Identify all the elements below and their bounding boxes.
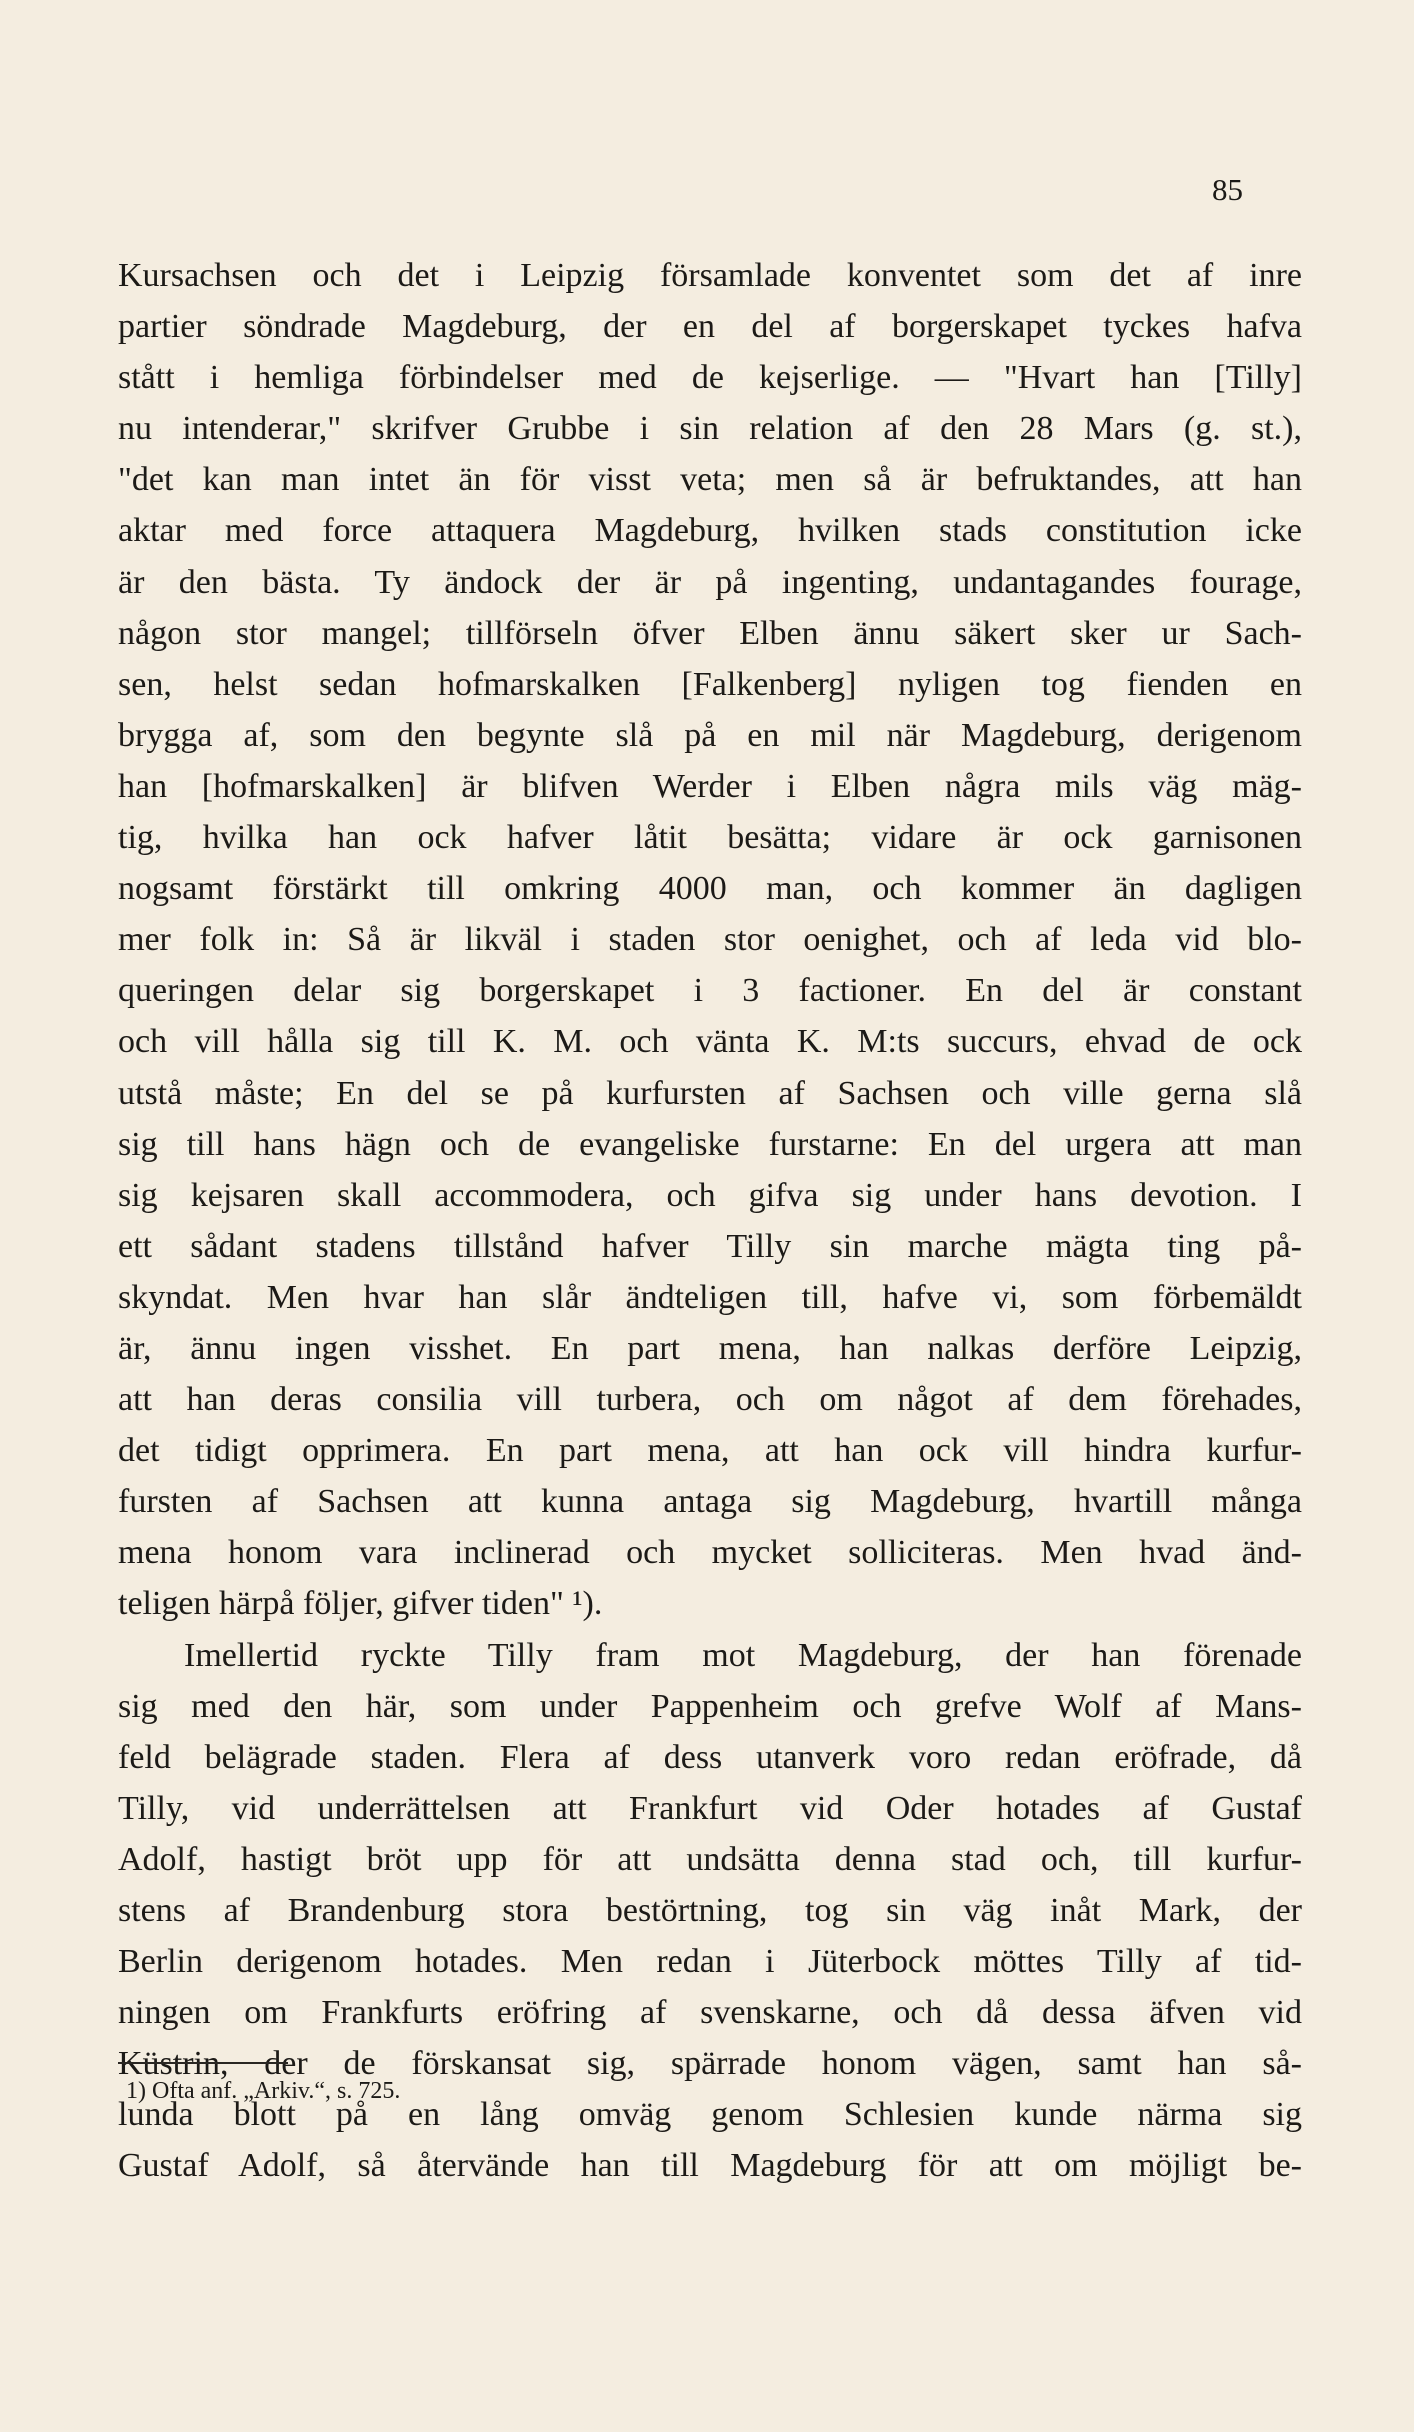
text-line: sen, helst sedan hofmarskalken [Falkenberg] nyligen tog fienden en — [118, 665, 1302, 703]
text-line: någon stor mangel; tillförseln öfver Elben ännu säkert sker ur Sach- — [118, 614, 1302, 652]
text-line: ett sådant stadens tillstånd hafver Tilly sin marche mägta ting på- — [118, 1227, 1302, 1265]
text-line: Gustaf Adolf, så återvände han till Magdeburg för att om möjligt be- — [118, 2147, 1302, 2185]
text-line: sig till hans hägn och de evangeliske furstarne: En del urgera att man — [118, 1125, 1302, 1163]
footnote: 1) Ofta anf. „Arkiv.“, s. 725. — [126, 2078, 401, 2104]
text-line: sig med den här, som under Pappenheim och grefve Wolf af Mans- — [118, 1687, 1302, 1725]
text-line: lunda blott på en lång omväg genom Schlesien kunde närma sig — [118, 2096, 1302, 2134]
text-line: mena honom vara inclinerad och mycket solliciteras. Men hvad änd- — [118, 1534, 1302, 1572]
text-line: och vill hålla sig till K. M. och vänta K. M:ts succurs, ehvad de ock — [118, 1023, 1302, 1061]
text-line: Kursachsen och det i Leipzig församlade konventet som det af inre — [118, 257, 1302, 294]
text-line: fursten af Sachsen att kunna antaga sig Magdeburg, hvartill många — [118, 1483, 1302, 1521]
text-line: Imellertid ryckte Tilly fram mot Magdeburg, der han förenade — [184, 1636, 1302, 1674]
text-line: skyndat. Men hvar han slår ändteligen till, hafve vi, som förbemäldt — [118, 1278, 1302, 1316]
text-line: det tidigt opprimera. En part mena, att han ock vill hindra kurfur- — [118, 1432, 1302, 1470]
text-line: Adolf, hastigt bröt upp för att undsätta denna stad och, till kurfur- — [118, 1840, 1302, 1878]
text-line: teligen härpå följer, gifver tiden" ¹). — [118, 1585, 603, 1623]
text-line: feld belägrade staden. Flera af dess utanverk voro redan eröfrade, då — [118, 1738, 1302, 1776]
text-line: sig kejsaren skall accommodera, och gifva sig under hans devotion. I — [118, 1176, 1302, 1214]
footnote-divider — [118, 2062, 288, 2064]
page-number: 85 — [1212, 172, 1243, 207]
text-line: tig, hvilka han ock hafver låtit besätta; vidare är ock garnisonen — [118, 819, 1302, 857]
text-line: stens af Brandenburg stora bestörtning, tog sin väg inåt Mark, der — [118, 1892, 1302, 1929]
text-line: Tilly, vid underrättelsen att Frankfurt vid Oder hotades af Gustaf — [118, 1789, 1302, 1827]
text-line: queringen delar sig borgerskapet i 3 factioner. En del är constant — [118, 972, 1302, 1010]
text-line: aktar med force attaquera Magdeburg, hvilken stads constitution icke — [118, 512, 1302, 550]
text-line: mer folk in: Så är likväl i staden stor oenighet, och af leda vid blo- — [118, 921, 1302, 959]
text-line: ningen om Frankfurts eröfring af svenskarne, och då dessa äfven vid — [118, 1994, 1302, 2032]
text-line: utstå måste; En del se på kurfursten af Sachsen och ville gerna slå — [118, 1074, 1302, 1112]
text-line: Berlin derigenom hotades. Men redan i Jüterbock möttes Tilly af tid- — [118, 1943, 1302, 1981]
text-line: är den bästa. Ty ändock der är på ingenting, undantagandes fourage, — [118, 563, 1302, 601]
text-line: han [hofmarskalken] är blifven Werder i Elben några mils väg mäg- — [118, 767, 1302, 805]
text-line: nu intenderar," skrifver Grubbe i sin relation af den 28 Mars (g. st.), — [118, 410, 1302, 448]
text-line: "det kan man intet än för visst veta; men så är befruktandes, att han — [118, 461, 1302, 499]
text-line: brygga af, som den begynte slå på en mil när Magdeburg, derigenom — [118, 716, 1302, 754]
text-line: är, ännu ingen visshet. En part mena, han nalkas derföre Leipzig, — [118, 1329, 1302, 1367]
text-line: partier söndrade Magdeburg, der en del af borgerskapet tyckes hafva — [118, 308, 1302, 346]
body-text — [118, 250, 1302, 2192]
text-line: nogsamt förstärkt till omkring 4000 man, och kommer än dagligen — [118, 870, 1302, 908]
text-line: att han deras consilia vill turbera, och om något af dem förehades, — [118, 1381, 1302, 1419]
text-line: stått i hemliga förbindelser med de kejserlige. — "Hvart han [Tilly] — [118, 359, 1302, 397]
text-line: Küstrin, der de förskansat sig, spärrade honom vägen, samt han så- — [118, 2045, 1302, 2083]
